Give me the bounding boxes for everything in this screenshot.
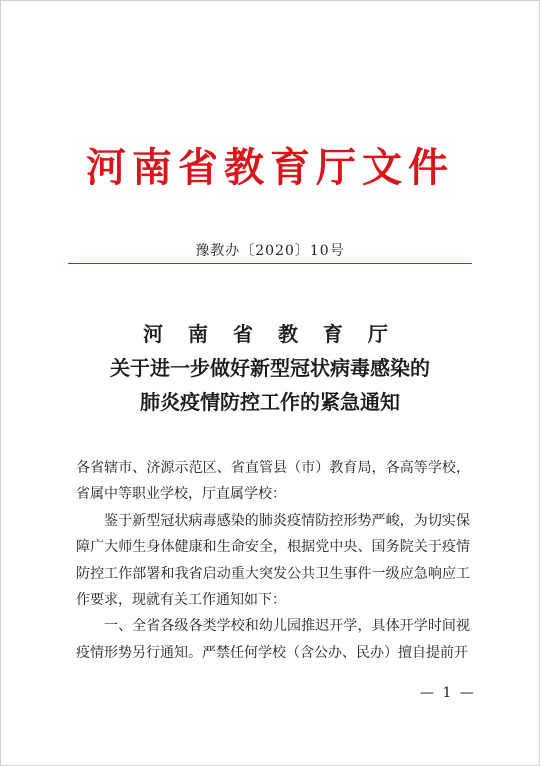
title-line-2: 关于进一步做好新型冠状病毒感染的 — [110, 356, 430, 380]
red-divider-line — [68, 263, 472, 264]
document-body — [76, 455, 470, 666]
document-title — [0, 317, 540, 419]
title-issuer: 河 南 省 教 育 厅 — [143, 322, 397, 346]
body-paragraph-1: 鉴于新型冠状病毒感染的肺炎疫情防控形势严峻，为切实保障广大师生身体健康和生命安全，根据党中央、国务院关于疫情防控工作部署和我省启动重大突发公共卫生事件一级应急响应工作要求，现就有关工作通知如下： — [76, 512, 470, 609]
document-masthead: 河南省教育厅文件 — [86, 144, 454, 191]
body-paragraph-2: 一、全省各级各类学校和幼儿园推迟开学，具体开学时间视疫情形势另行通知。严禁任何学校（含公办、民办）擅自提前开 — [76, 618, 470, 661]
document-number: 豫教办〔2020〕10号 — [195, 243, 345, 259]
title-line-3: 肺炎疫情防控工作的紧急通知 — [140, 390, 400, 414]
page-number: — 1 — — [420, 685, 476, 701]
salutation: 各省辖市、济源示范区、省直管县（市）教育局，各高等学校，省属中等职业学校，厅直属学校： — [76, 460, 470, 503]
